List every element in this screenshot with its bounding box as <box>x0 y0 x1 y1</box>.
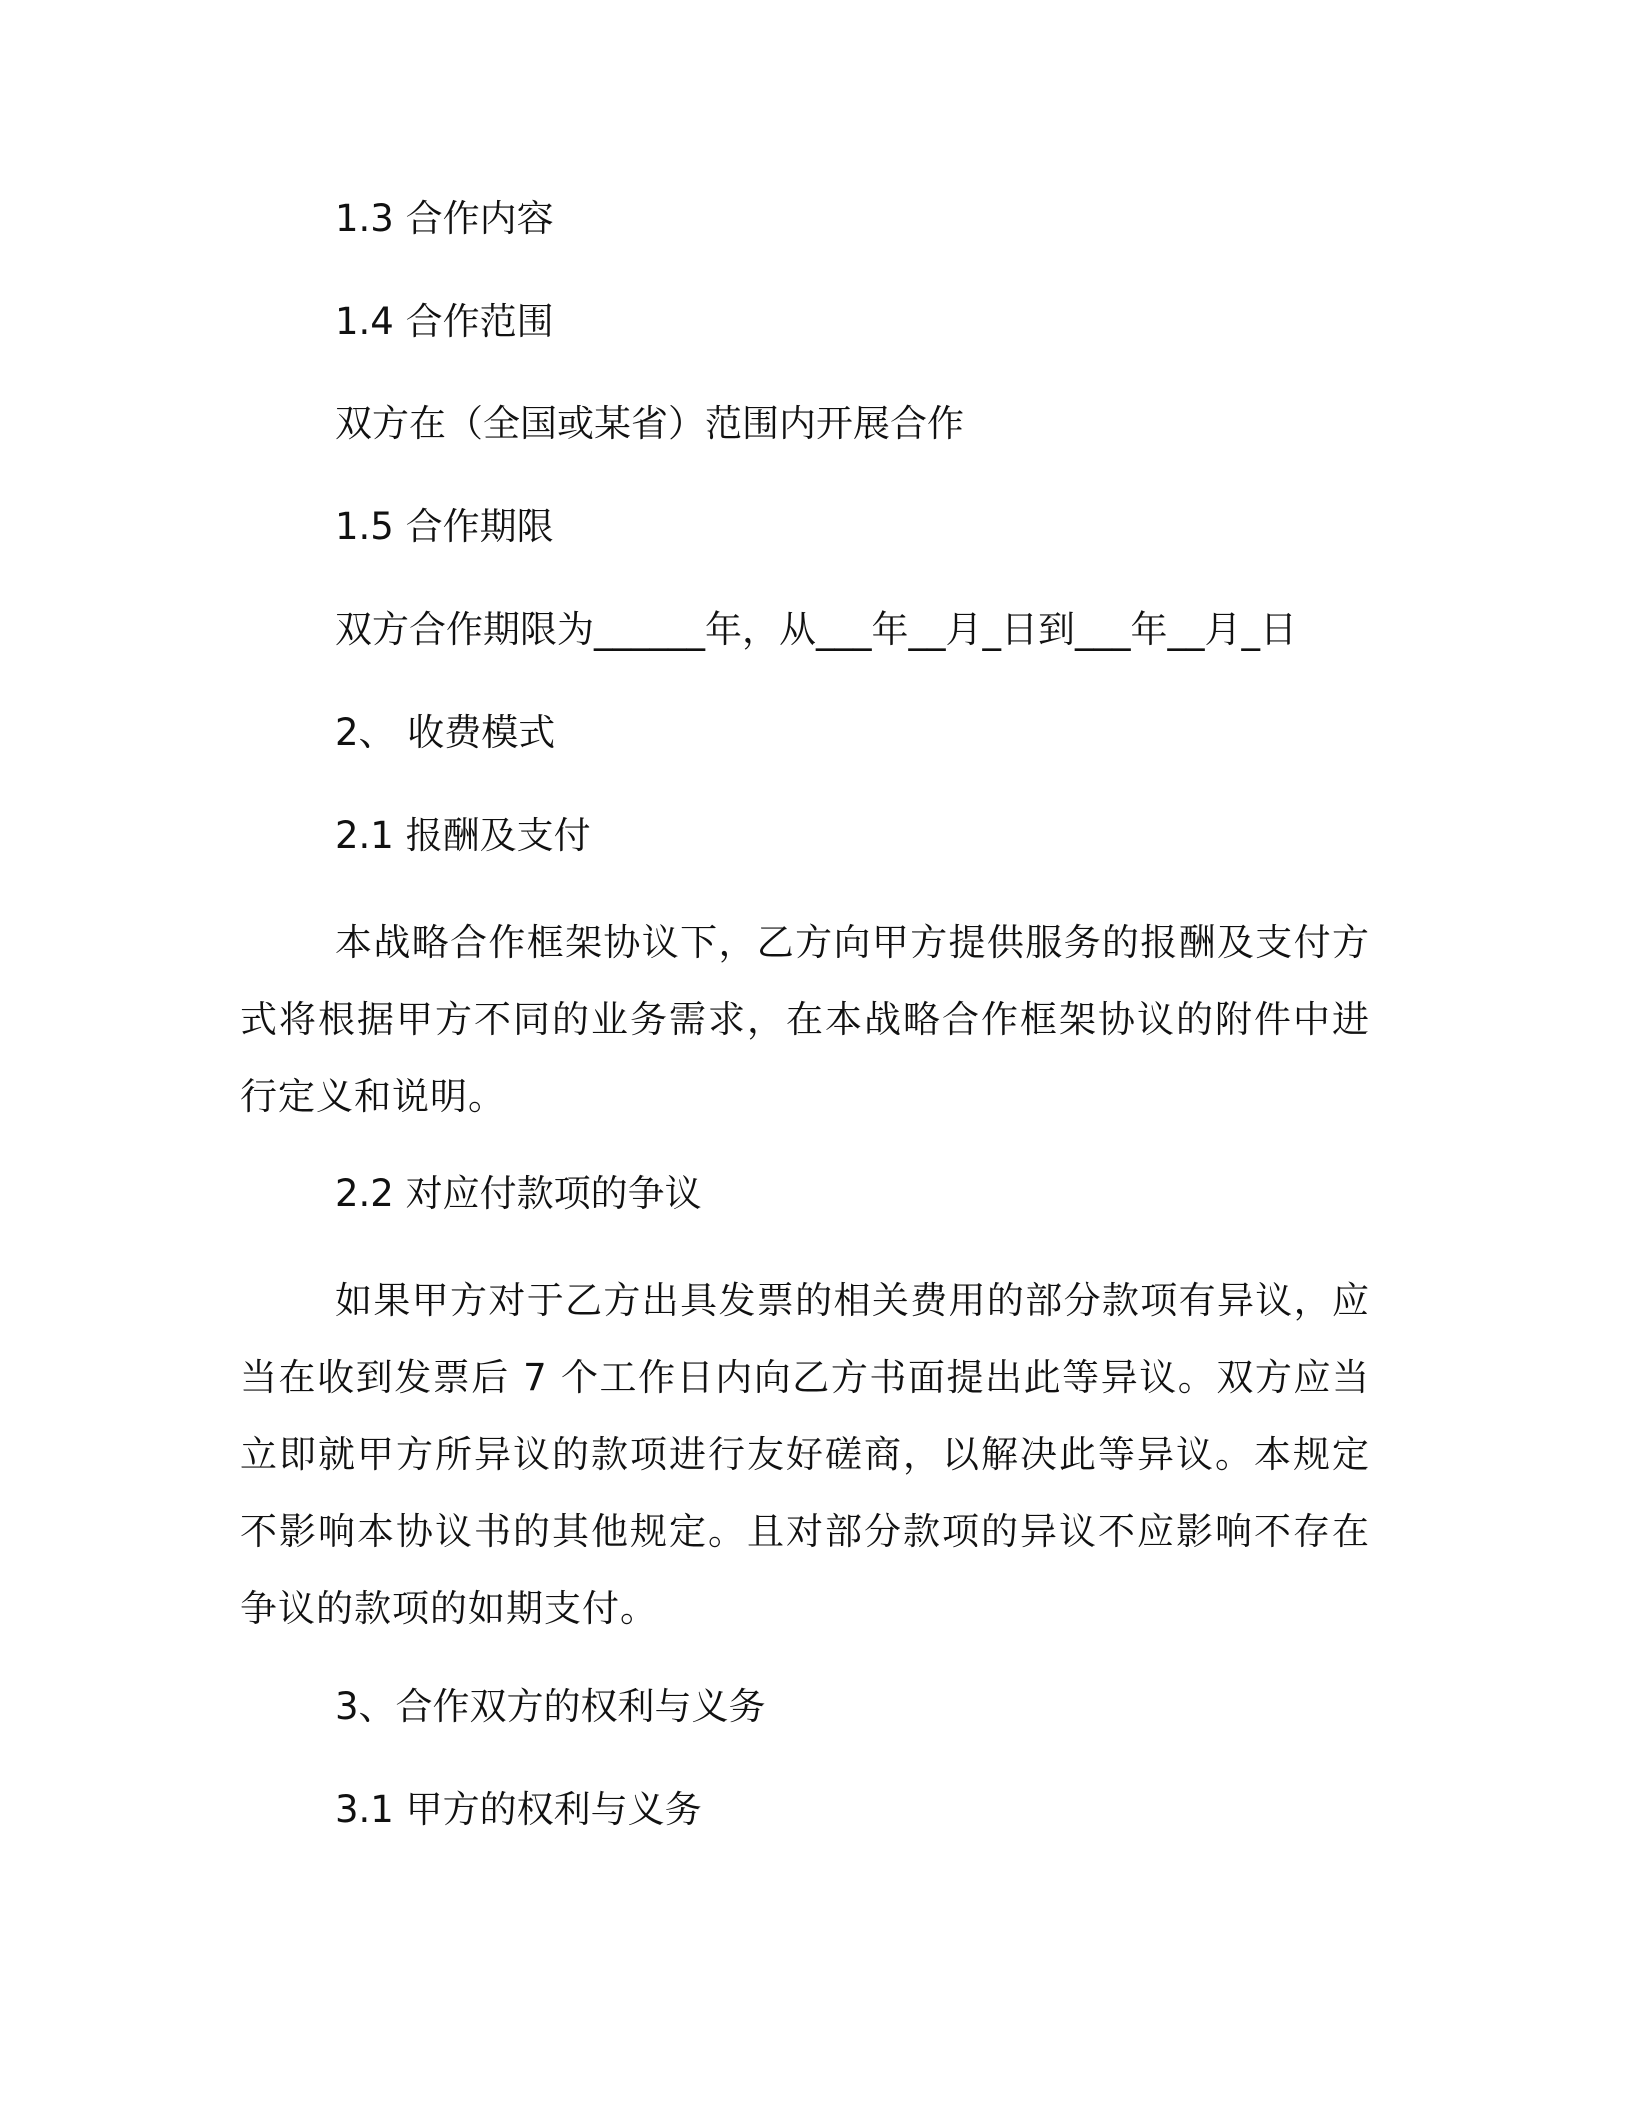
heading-3-1: 3.1 甲方的权利与义务 <box>335 1788 702 1831</box>
paragraph-dispute: 如果甲方对于乙方出具发票的相关费用的部分款项有异议，应当在收到发票后 7 个工作日内向乙方书面提出此等异议。双方应当立即就甲方所异议的款项进行友好磋商，以解决此等异议。本规定不影响本协议书的其他规定。且对部分款项的异议不应影响不存在争议的款项的如期支付。 <box>240 1279 1370 1630</box>
paragraph-payment: 本战略合作框架协议下，乙方向甲方提供服务的报酬及支付方式将根据甲方不同的业务需求，在本战略合作框架协议的附件中进行定义和说明。 <box>240 921 1370 1118</box>
heading-2-2: 2.2 对应付款项的争议 <box>335 1172 702 1215</box>
heading-1-5: 1.5 合作期限 <box>335 505 554 548</box>
heading-2-1: 2.1 报酬及支付 <box>335 814 591 857</box>
heading-2: 2、 收费模式 <box>335 711 556 754</box>
heading-1-4: 1.4 合作范围 <box>335 300 554 343</box>
heading-3: 3、合作双方的权利与义务 <box>335 1685 766 1728</box>
paragraph-scope: 双方在（全国或某省）范围内开展合作 <box>335 402 964 445</box>
heading-1-3: 1.3 合作内容 <box>335 197 554 240</box>
paragraph-term: 双方合作期限为______年，从___年__月_日到___年__月_日 <box>335 608 1297 651</box>
